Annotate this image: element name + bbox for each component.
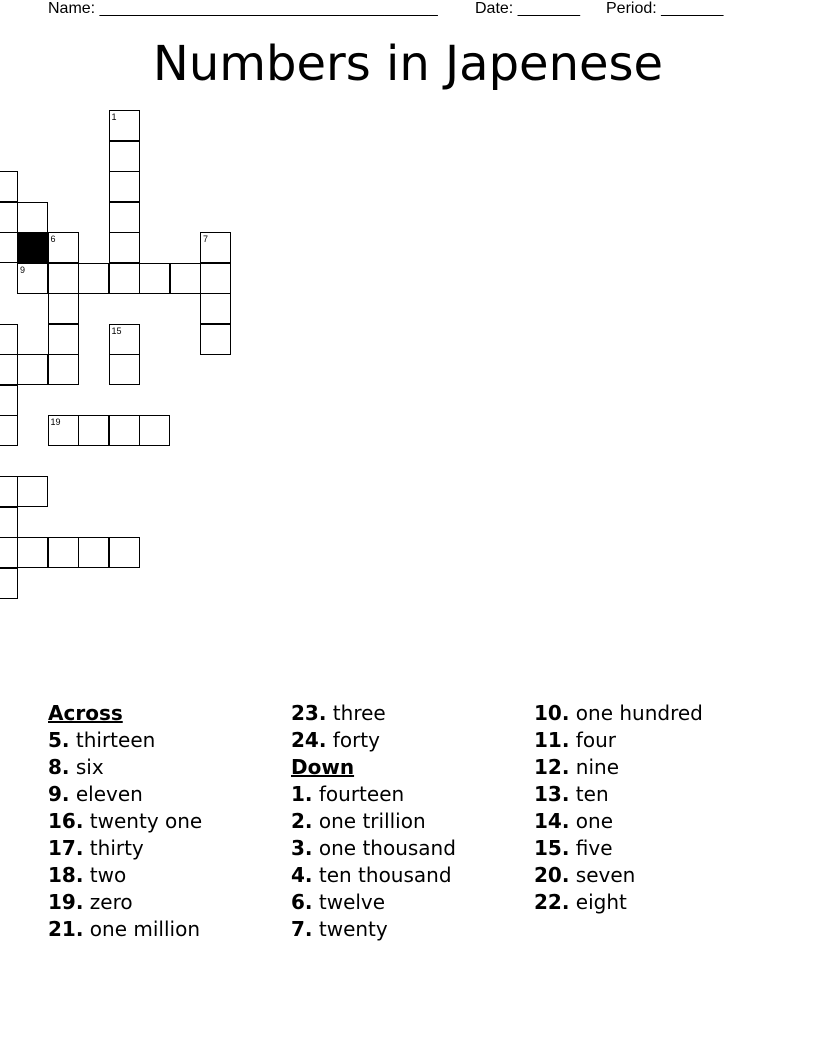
cell-number: 1 (111, 112, 117, 122)
clue-text: forty (332, 728, 380, 752)
clue-number: 9. (48, 782, 70, 806)
clue-item (291, 835, 531, 862)
clue-text: four (575, 728, 616, 752)
clue-number: 20. (534, 863, 570, 887)
across-heading: Across (48, 701, 123, 725)
crossword-cell[interactable] (109, 537, 140, 568)
clue-number: 18. (48, 863, 84, 887)
cell-number: 6 (50, 234, 56, 244)
clue-text: one hundred (575, 701, 703, 725)
crossword-cell[interactable] (0, 171, 18, 202)
crossword-cell[interactable] (48, 354, 79, 385)
down-heading: Down (291, 755, 355, 779)
clue-number: 7. (291, 917, 313, 941)
crossword-cell[interactable] (0, 568, 18, 599)
clue-item (48, 808, 288, 835)
clue-item (291, 781, 531, 808)
clue-item (534, 781, 774, 808)
crossword-cell[interactable] (109, 415, 140, 446)
clue-item (48, 916, 288, 943)
clue-item (48, 889, 288, 916)
clue-text: one trillion (318, 809, 426, 833)
clue-number: 23. (291, 701, 327, 725)
clue-number: 17. (48, 836, 84, 860)
crossword-cell[interactable] (0, 385, 18, 416)
clue-number: 5. (48, 728, 70, 752)
clue-text: one thousand (318, 836, 456, 860)
clue-number: 13. (534, 782, 570, 806)
crossword-cell[interactable] (0, 232, 18, 263)
clue-text: three (332, 701, 386, 725)
date-field-label[interactable]: Date: _______ (475, 0, 580, 17)
crossword-cell[interactable] (0, 202, 18, 233)
crossword-cell[interactable] (78, 263, 109, 294)
crossword-cell[interactable] (109, 263, 140, 294)
cell-number: 9 (20, 264, 26, 275)
clue-text: eleven (75, 782, 143, 806)
clues-column-2 (291, 700, 531, 943)
clue-text: fourteen (318, 782, 405, 806)
crossword-cell[interactable] (200, 263, 231, 294)
clue-number: 14. (534, 809, 570, 833)
clue-number: 15. (534, 836, 570, 860)
clue-item (534, 835, 774, 862)
clue-number: 22. (534, 890, 570, 914)
crossword-cell[interactable] (109, 202, 140, 233)
crossword-cell[interactable] (0, 507, 18, 538)
crossword-black-cell (17, 232, 48, 263)
name-field-label[interactable]: Name: ______________________________________ (48, 0, 438, 17)
crossword-cell[interactable] (0, 476, 18, 507)
cell-number: 15 (111, 325, 122, 336)
cell-number: 7 (203, 234, 209, 244)
clue-item (534, 889, 774, 916)
clues-column-3 (534, 700, 774, 916)
crossword-cell[interactable] (78, 537, 109, 568)
crossword-cell[interactable] (17, 202, 48, 233)
clue-item (534, 754, 774, 781)
crossword-cell[interactable] (17, 537, 48, 568)
crossword-cell[interactable] (17, 354, 48, 385)
clue-item (291, 889, 531, 916)
crossword-cell[interactable] (48, 324, 79, 355)
crossword-cell[interactable] (17, 476, 48, 507)
clue-text: one (575, 809, 614, 833)
clue-number: 24. (291, 728, 327, 752)
clue-number: 12. (534, 755, 570, 779)
clue-text: ten (575, 782, 609, 806)
clue-text: twelve (318, 890, 386, 914)
clue-text: thirty (89, 836, 144, 860)
period-field-label[interactable]: Period: _______ (606, 0, 724, 17)
clue-text: twenty (318, 917, 388, 941)
clue-item (48, 862, 288, 889)
crossword-cell[interactable] (139, 415, 170, 446)
crossword-cell[interactable] (0, 324, 18, 355)
cell-number: 19 (50, 417, 61, 427)
clue-text: two (89, 863, 127, 887)
clue-item (48, 754, 288, 781)
clue-item (291, 727, 531, 754)
clue-number: 8. (48, 755, 70, 779)
clue-text: five (575, 836, 613, 860)
clue-text: eight (575, 890, 627, 914)
clue-number: 1. (291, 782, 313, 806)
clue-item (291, 808, 531, 835)
clue-item (534, 700, 774, 727)
clue-text: zero (89, 890, 133, 914)
clue-item (291, 700, 531, 727)
clue-number: 19. (48, 890, 84, 914)
crossword-cell[interactable] (170, 263, 201, 294)
crossword-cell[interactable] (109, 354, 140, 385)
clue-item (48, 781, 288, 808)
clue-item (48, 727, 288, 754)
crossword-cell[interactable] (0, 354, 18, 385)
clue-number: 2. (291, 809, 313, 833)
crossword-cell[interactable] (109, 232, 140, 263)
clue-number: 11. (534, 728, 570, 752)
crossword-cell[interactable] (109, 171, 140, 202)
clue-text: one million (89, 917, 200, 941)
crossword-cell[interactable] (109, 141, 140, 172)
clue-item (534, 862, 774, 889)
clue-number: 16. (48, 809, 84, 833)
crossword-cell[interactable] (200, 324, 231, 355)
clue-text: twenty one (89, 809, 203, 833)
clue-text: nine (575, 755, 620, 779)
clue-text: six (75, 755, 104, 779)
crossword-cell[interactable] (48, 263, 79, 294)
clues-column-1 (48, 700, 288, 943)
clue-item (291, 862, 531, 889)
crossword-cell[interactable] (78, 415, 109, 446)
clue-text: seven (575, 863, 636, 887)
clue-item (291, 916, 531, 943)
clue-item (48, 835, 288, 862)
clue-number: 10. (534, 701, 570, 725)
crossword-cell[interactable] (48, 293, 79, 324)
crossword-cell[interactable] (139, 263, 170, 294)
clue-number: 4. (291, 863, 313, 887)
clue-item (534, 727, 774, 754)
crossword-cell[interactable] (0, 537, 18, 568)
clue-item (534, 808, 774, 835)
clue-text: thirteen (75, 728, 156, 752)
clue-number: 3. (291, 836, 313, 860)
crossword-cell[interactable] (200, 293, 231, 324)
clue-number: 6. (291, 890, 313, 914)
page-title: Numbers in Japenese (152, 36, 664, 92)
crossword-cell[interactable] (0, 415, 18, 446)
crossword-cell[interactable] (48, 537, 79, 568)
clue-number: 21. (48, 917, 84, 941)
clue-text: ten thousand (318, 863, 452, 887)
